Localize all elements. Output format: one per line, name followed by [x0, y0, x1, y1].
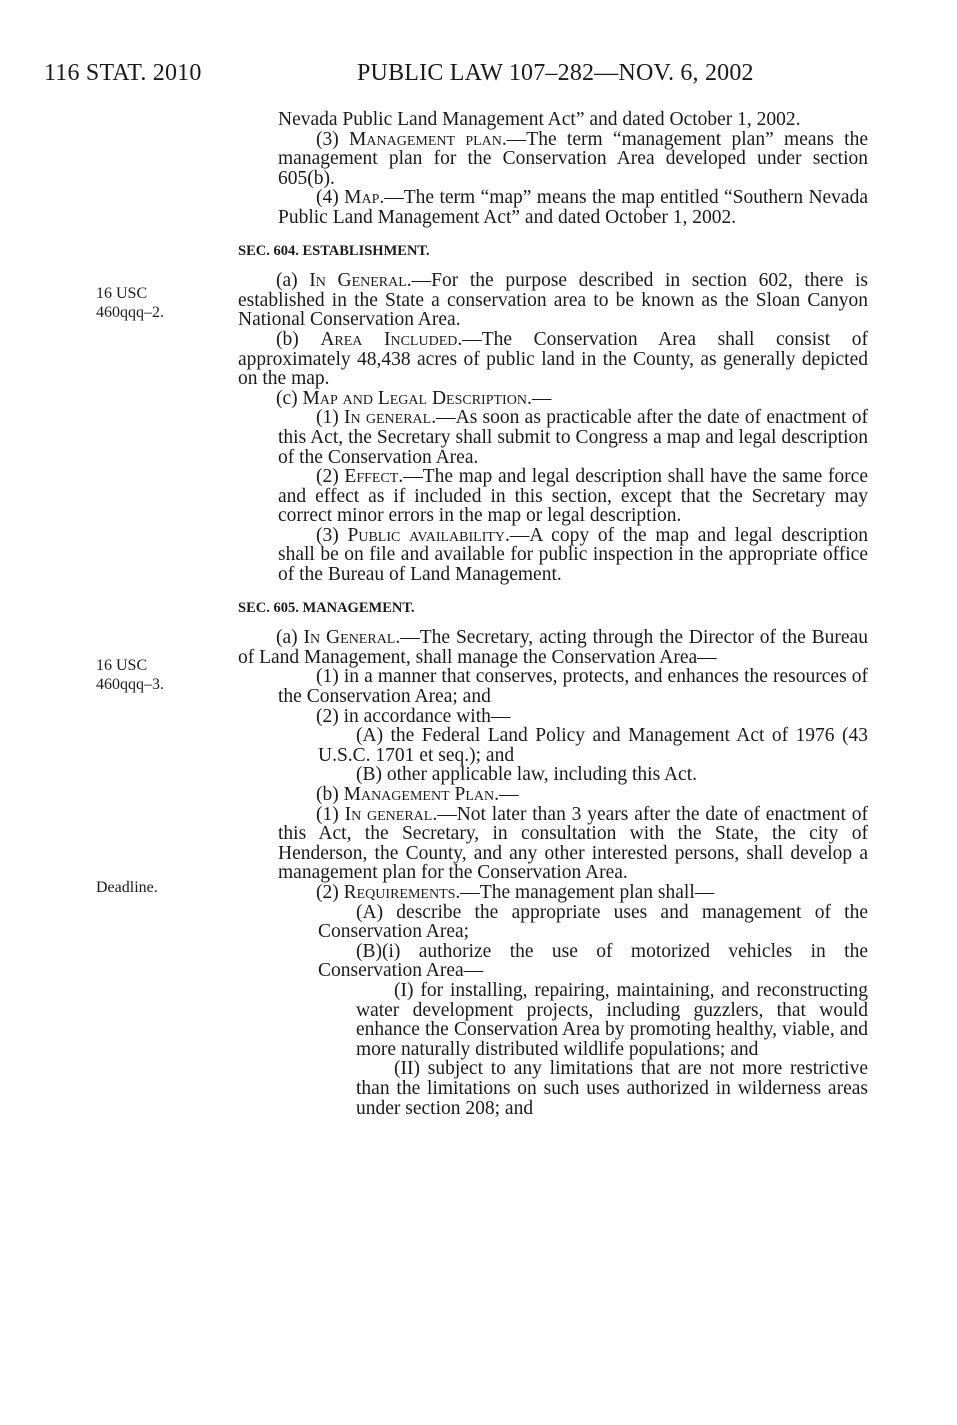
- paragraph-605-a-2: (2) in accordance with—: [316, 705, 511, 727]
- clause-605-b-2-B-II: (II) subject to any limitations that are not more restrictive than the limitations on such uses authorized in wilderness areas under section 208; and: [356, 1058, 868, 1119]
- subparagraph-605-b-2-A: (A) describe the appropriate uses and management of the Conservation Area;: [318, 901, 868, 943]
- clause-605-b-2-B-I: (I) for installing, repairing, maintaining, and reconstructing water development projects, including guzzlers, that would enhance the Conservation Area by promoting healthy, viable, and more naturally distributed wildlife populations; and: [356, 979, 868, 1060]
- paragraph-605-a-1: (1) in a manner that conserves, protects, and enhances the resources of the Conservation Area; and: [278, 666, 868, 708]
- public-law-header: PUBLIC LAW 107–282—NOV. 6, 2002: [357, 60, 754, 86]
- margin-note-usc-1: 16 USC 460qqq–2.: [96, 285, 164, 321]
- paragraph-map: (4) Map.—The term “map” means the map entitled “Southern Nevada Public Land Management Act” and dated October 1, 2002.: [278, 187, 868, 228]
- paragraph-605-b-1: (1) In general.—Not later than 3 years after the date of enactment of this Act, the Secretary, in consultation with the State, the city of Henderson, the County, and any other interested persons, shall develop a management plan for the Conservation Area.: [278, 803, 868, 884]
- paragraph-604-c-2: (2) Effect.—The map and legal description shall have the same force and effect as if included in this section, except that the Secretary may correct minor errors in the map or legal description.: [278, 466, 868, 527]
- subsection-605-b: (b) Management Plan.—: [316, 784, 519, 805]
- paragraph-604-c-3: (3) Public availability.—A copy of the map and legal description shall be on file and available for public inspection in the appropriate office of the Bureau of Land Management.: [278, 524, 868, 586]
- paragraph-605-b-2: (2) Requirements.—The management plan shall—: [316, 881, 715, 903]
- paragraph-604-c-1: (1) In general.—As soon as practicable after the date of enactment of this Act, the Secretary shall submit to Congress a map and legal description of the Conservation Area.: [278, 407, 868, 468]
- subsection-604-a: (a) In General.—For the purpose described in section 602, there is established in the State a conservation area to be known as the Sloan Canyon National Conservation Area.: [238, 270, 868, 331]
- subparagraph-605-a-2-A: (A) the Federal Land Policy and Management Act of 1976 (43 U.S.C. 1701 et seq.); and: [318, 725, 868, 766]
- statute-body: [238, 109, 868, 1119]
- subsection-605-a: (a) In General.—The Secretary, acting through the Director of the Bureau of Land Management, shall manage the Conservation Area—: [238, 627, 868, 668]
- margin-note-deadline: Deadline.: [96, 879, 158, 896]
- section-604-heading: SEC. 604. ESTABLISHMENT.: [238, 242, 430, 259]
- subparagraph-605-b-2-B: (B)(i) authorize the use of motorized vehicles in the Conservation Area—: [318, 940, 868, 982]
- stat-citation: 116 STAT. 2010: [44, 60, 202, 86]
- paragraph-continued: Nevada Public Land Management Act” and dated October 1, 2002.: [278, 109, 801, 130]
- section-605-heading: SEC. 605. MANAGEMENT.: [238, 599, 415, 616]
- margin-note-usc-2: 16 USC 460qqq–3.: [96, 657, 164, 693]
- subsection-604-c: (c) Map and Legal Description.—: [276, 387, 552, 409]
- paragraph-management-plan: (3) Management plan.—The term “management plan” means the management plan for the Conservation Area developed under section 605(b).: [278, 128, 868, 189]
- subsection-604-b: (b) Area Included.—The Conservation Area shall consist of approximately 48,438 acres of public land in the County, as generally depicted on the map.: [238, 328, 868, 390]
- subparagraph-605-a-2-B: (B) other applicable law, including this Act.: [356, 764, 697, 786]
